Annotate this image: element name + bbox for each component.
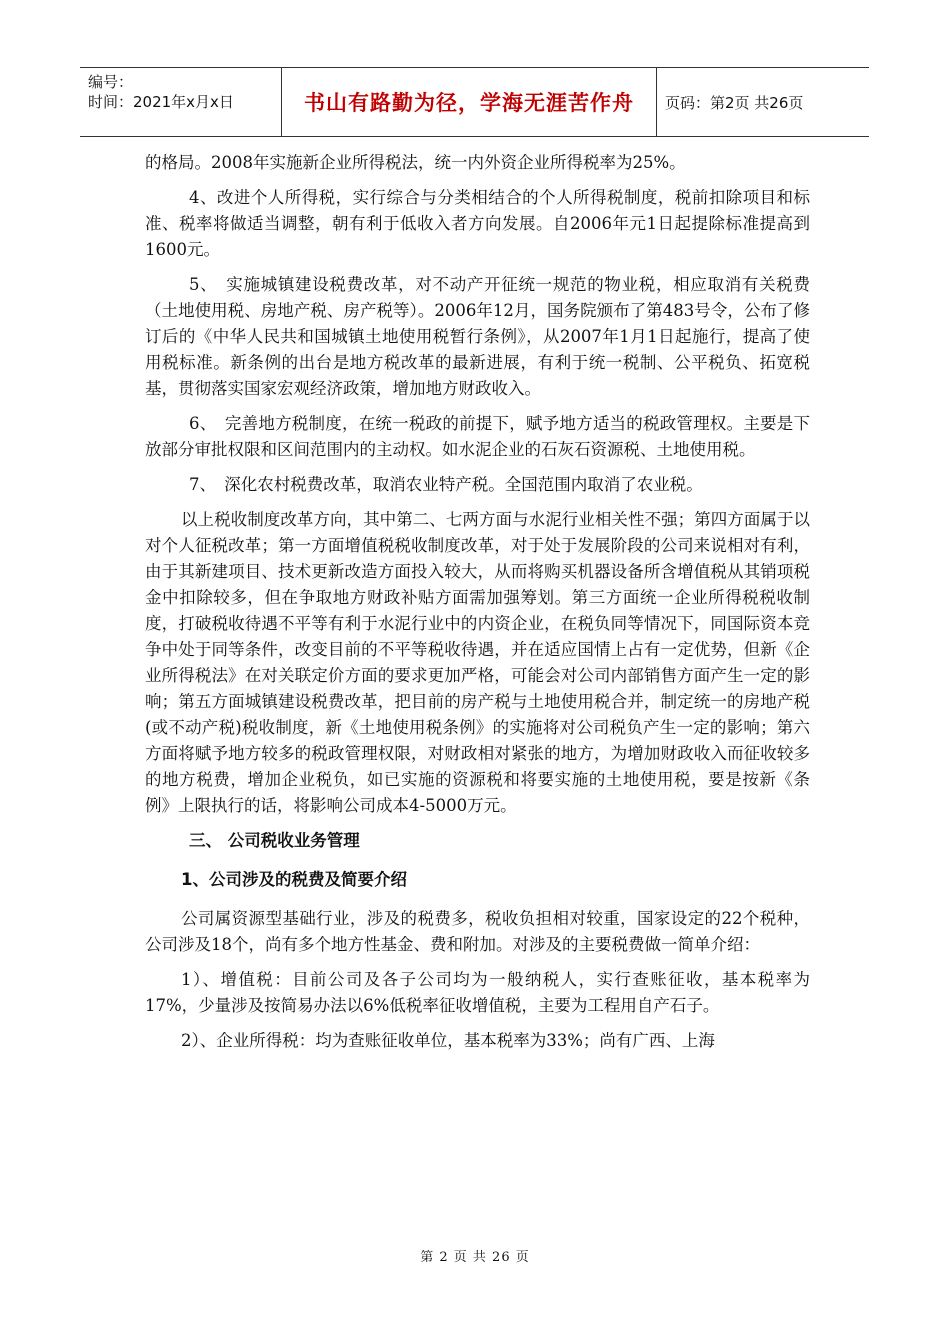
paragraph: 7、 深化农村税费改革，取消农业特产税。全国范围内取消了农业税。	[189, 475, 703, 494]
paragraph: 的格局。2008年实施新企业所得税法，统一内外资企业所得税率为25%。	[145, 153, 686, 172]
header-page-info: 页码：第2页 共26页	[665, 93, 804, 112]
page-header	[80, 67, 869, 137]
paragraph: 6、 完善地方税制度，在统一税政的前提下，赋予地方适当的税政管理权。主要是下放部分审批权限和区间范围内的主动权。如水泥企业的石灰石资源税、土地使用税。	[145, 414, 810, 459]
paragraph: 公司属资源型基础行业，涉及的税费多，税收负担相对较重，国家设定的22个税种，公司涉及18个，尚有多个地方性基金、费和附加。对涉及的主要税费做一简单介绍：	[145, 909, 810, 954]
document-body	[145, 150, 810, 1063]
header-info-cell	[80, 68, 282, 136]
paragraph: 2）、企业所得税：均为查账征收单位，基本税率为33%；尚有广西、上海	[181, 1031, 715, 1050]
paragraph: 4、改进个人所得税，实行综合与分类相结合的个人所得税制度，税前扣除项目和标准、税率将做适当调整，朝有利于低收入者方向发展。自2006年元1日起提除标准提高到1600元。	[145, 188, 810, 259]
paragraph: 以上税收制度改革方向，其中第二、七两方面与水泥行业相关性不强；第四方面属于以对个人征税改革；第一方面增值税税收制度改革，对于处于发展阶段的公司来说相对有利，由于其新建项目、技术更新改造方面投入较大，从而将购买机器设备所含增值税从其销项税金中扣除较多，但在争取地方财政补贴方面需加强筹划。第三方面统一企业所得税税收制度，打破税收待遇不平等有利于水泥行业中的内资企业，在税负同等情况下，同国际资本竞争中处于同等条件，改变目前的不平等税收待遇，并在适应国情上占有一定优势，但新《企业所得税法》在对关联定价方面的要求更加严格，可能会对公司内部销售方面产生一定的影响；第五方面城镇建设税费改革，把目前的房产税与土地使用税合并，制定统一的房地产税(或不动产税)税收制度，新《土地使用税条例》的实施将对公司税负产生一定的影响；第六方面将赋予地方较多的税政管理权限，对财政相对紧张的地方，为增加财政收入而征收较多的地方税费，增加企业税负，如已实施的资源税和将要实施的土地使用税，要是按新《条例》上限执行的话，将影响公司成本4-5000万元。	[145, 510, 810, 815]
paragraph: 5、 实施城镇建设税费改革，对不动产开征统一规范的物业税，相应取消有关税费（土地使用税、房地产税、房产税等）。2006年12月，国务院颁布了第483号令，公布了修订后的《中华人民共和国城镇土地使用税暂行条例》，从2007年1月1日起施行，提高了使用税标准。新条例的出台是地方税改革的最新进展，有利于统一税制、公平税负、拓宽税基，贯彻落实国家宏观经济政策，增加地方财政收入。	[145, 275, 810, 398]
subsection-heading: 1、公司涉及的税费及简要介绍	[181, 870, 407, 889]
document-time-label: 时间：2021年x月x日	[88, 93, 234, 111]
paragraph: 1）、增值税：目前公司及各子公司均为一般纳税人，实行查账征收，基本税率为17%，少量涉及按简易办法以6%低税率征收增值税，主要为工程用自产石子。	[145, 970, 810, 1015]
header-motto: 书山有路勤为径，学海无涯苦作舟	[282, 68, 657, 136]
document-number-label: 编号：	[88, 73, 134, 91]
section-heading: 三、 公司税收业务管理	[189, 831, 360, 850]
page-footer: 第 2 页 共 26 页	[420, 1250, 530, 1265]
